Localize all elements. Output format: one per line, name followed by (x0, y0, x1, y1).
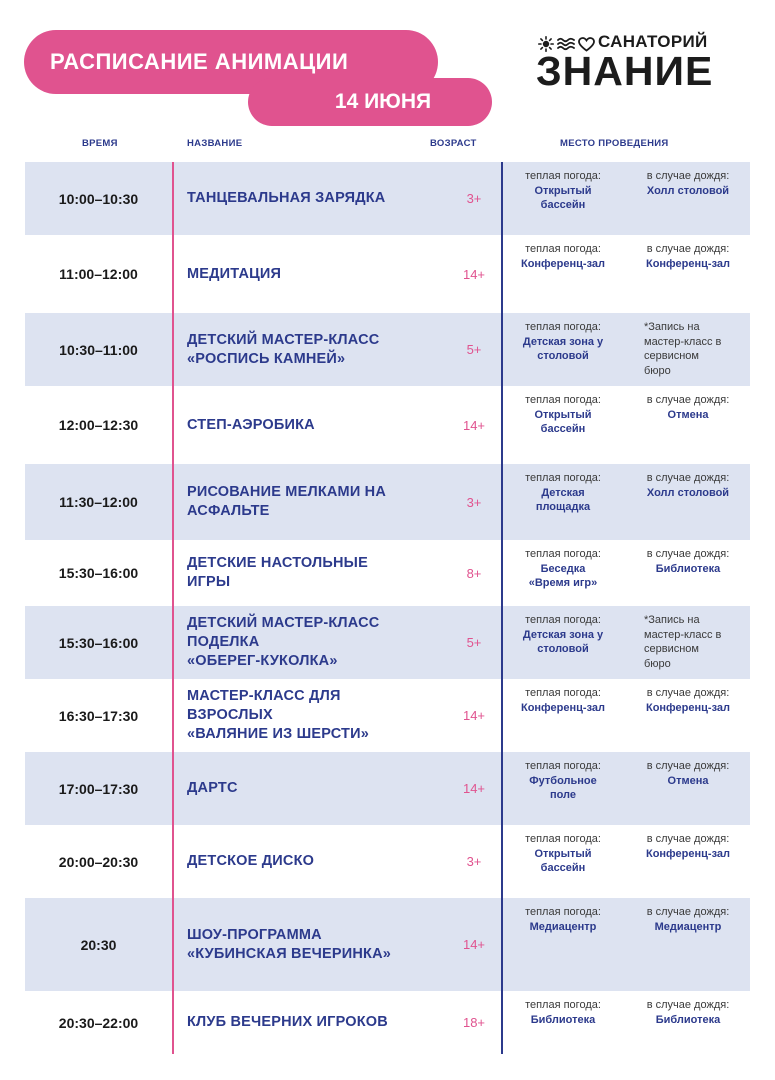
column-header-age: ВОЗРАСТ (430, 138, 477, 149)
rain-place (628, 998, 748, 1027)
rain-place (628, 613, 748, 671)
rain-place (628, 832, 748, 861)
rain-label: в случае дождя: (646, 472, 730, 484)
event-time: 16:30–17:30 (58, 707, 139, 724)
event-name: РИСОВАНИЕ МЕЛКАМИ НА АСФАЛЬТЕ (187, 484, 387, 519)
warm-weather-location: Медиацентр (529, 920, 597, 933)
event-time: 10:30–11:00 (59, 341, 138, 358)
rain-place (628, 547, 748, 576)
event-time: 11:30–12:00 (59, 494, 138, 510)
event-time: 10:00–10:30 (58, 190, 139, 207)
event-time: 20:30 (80, 936, 117, 953)
warm-weather-label: теплая погода: (525, 170, 601, 182)
warm-weather-location: Беседка «Время игр» (528, 562, 598, 589)
rain-label: в случае дождя: (646, 687, 730, 699)
warm-weather-place (503, 169, 623, 213)
event-name: ТАНЦЕВАЛЬНАЯ ЗАРЯДКА (187, 190, 386, 206)
event-age: 8+ (466, 565, 482, 581)
rain-place (628, 905, 748, 934)
place-column-divider (501, 162, 503, 1054)
rain-label: в случае дождя: (646, 243, 730, 255)
warm-weather-place (503, 547, 623, 591)
column-header-place: МЕСТО ПРОВЕДЕНИЯ (560, 138, 669, 149)
warm-weather-label: теплая погода: (525, 243, 601, 255)
rain-location: Отмена (667, 774, 709, 787)
warm-weather-label: теплая погода: (525, 394, 601, 406)
warm-weather-place (503, 242, 623, 271)
event-time: 15:30–16:00 (58, 634, 139, 651)
warm-weather-label: теплая погода: (525, 548, 601, 560)
schedule-row (25, 235, 750, 313)
sanatorium-logo (536, 30, 736, 105)
warm-weather-location: Открытый бассейн (534, 408, 592, 435)
rain-location: Отмена (667, 408, 709, 421)
event-name: МЕДИТАЦИЯ (187, 265, 282, 282)
warm-weather-place (503, 759, 623, 803)
warm-weather-label: теплая погода: (525, 321, 601, 333)
warm-weather-place (503, 686, 623, 715)
event-age: 14+ (462, 781, 486, 796)
event-age: 14+ (462, 266, 486, 282)
warm-weather-location: Детская площадка (535, 486, 591, 513)
warm-weather-place (503, 320, 623, 364)
warm-weather-place (503, 832, 623, 876)
signup-note: *Запись на мастер-класс в сервисном бюро (644, 614, 722, 670)
schedule-date: 14 ИЮНЯ (334, 90, 432, 113)
schedule-date-pill (248, 78, 492, 126)
warm-weather-place (503, 471, 623, 515)
rain-label: в случае дождя: (646, 170, 730, 182)
event-time: 17:00–17:30 (58, 780, 139, 797)
schedule-row (25, 464, 750, 540)
event-time: 11:00–12:00 (59, 266, 138, 282)
event-name: ДЕТСКОЕ ДИСКО (187, 853, 315, 869)
warm-weather-location: Детская зона у столовой (522, 335, 604, 362)
schedule-row (25, 679, 750, 752)
warm-weather-label: теплая погода: (525, 614, 601, 626)
rain-place (628, 169, 748, 198)
event-age: 18+ (462, 1015, 486, 1030)
warm-weather-label: теплая погода: (525, 906, 601, 918)
rain-label: в случае дождя: (646, 906, 730, 918)
warm-weather-location: Открытый бассейн (534, 184, 592, 211)
rain-place (628, 393, 748, 422)
event-age: 3+ (466, 191, 482, 206)
rain-location: Конференц-зал (645, 847, 730, 860)
name-column-divider (172, 162, 174, 1054)
warm-weather-location: Открытый бассейн (534, 847, 592, 874)
event-time: 20:00–20:30 (58, 853, 139, 870)
event-time: 15:30–16:00 (58, 565, 139, 581)
warm-weather-location: Библиотека (530, 1013, 596, 1026)
rain-label: в случае дождя: (646, 394, 730, 406)
warm-weather-location: Футбольное поле (529, 774, 597, 801)
schedule-row (25, 898, 750, 991)
rain-label: в случае дождя: (646, 833, 730, 845)
schedule-row (25, 752, 750, 825)
rain-place (628, 242, 748, 271)
event-age: 3+ (466, 854, 482, 869)
rain-label: в случае дождя: (646, 999, 730, 1011)
warm-weather-label: теплая погода: (525, 687, 601, 699)
schedule-row (25, 386, 750, 464)
rain-location: Конференц-зал (645, 257, 730, 270)
warm-weather-place (503, 613, 623, 657)
signup-note: *Запись на мастер-класс в сервисном бюро (644, 321, 722, 377)
rain-place (628, 471, 748, 500)
event-name: МАСТЕР-КЛАСС ДЛЯ ВЗРОСЛЫХ «ВАЛЯНИЕ ИЗ ШЕРСТИ» (187, 688, 369, 742)
event-name: ДЕТСКИЙ МАСТЕР-КЛАСС ПОДЕЛКА «ОБЕРЕГ-КУКОЛКА» (187, 615, 380, 669)
event-age: 5+ (466, 342, 482, 357)
warm-weather-place (503, 998, 623, 1027)
event-name: КЛУБ ВЕЧЕРНИХ ИГРОКОВ (187, 1014, 388, 1030)
logo-top-text: САНАТОРИЙ (598, 32, 708, 51)
warm-weather-location: Детская зона у столовой (522, 628, 604, 655)
event-age: 14+ (462, 417, 486, 433)
rain-place (628, 686, 748, 715)
logo-main-text: ЗНАНИЕ (536, 48, 714, 94)
rain-label: в случае дождя: (646, 760, 730, 772)
warm-weather-label: теплая погода: (525, 472, 601, 484)
event-name: ШОУ-ПРОГРАММА «КУБИНСКАЯ ВЕЧЕРИНКА» (187, 926, 392, 962)
column-header-name: НАЗВАНИЕ (187, 138, 243, 149)
rain-location: Библиотека (655, 1013, 721, 1026)
schedule-row (25, 606, 750, 679)
warm-weather-label: теплая погода: (525, 760, 601, 772)
rain-location: Конференц-зал (645, 701, 730, 714)
event-age: 5+ (466, 635, 482, 650)
event-time: 20:30–22:00 (58, 1014, 139, 1031)
rain-location: Холл столовой (646, 486, 730, 499)
rain-place (628, 759, 748, 788)
rain-place (628, 320, 748, 378)
event-name: СТЕП-АЭРОБИКА (187, 416, 315, 433)
warm-weather-location: Конференц-зал (520, 701, 605, 714)
rain-location: Холл столовой (646, 184, 730, 197)
schedule-table (25, 162, 750, 1054)
warm-weather-place (503, 905, 623, 934)
event-name: ДЕТСКИЙ МАСТЕР-КЛАСС «РОСПИСЬ КАМНЕЙ» (187, 331, 380, 367)
warm-weather-location: Конференц-зал (520, 257, 605, 270)
column-header-time: ВРЕМЯ (82, 138, 118, 149)
event-time: 12:00–12:30 (58, 417, 139, 433)
event-age: 14+ (462, 937, 486, 952)
schedule-row (25, 162, 750, 235)
event-age: 3+ (466, 494, 482, 510)
schedule-row (25, 540, 750, 606)
schedule-row (25, 825, 750, 898)
rain-location: Библиотека (655, 562, 721, 575)
event-name: ДАРТС (187, 780, 238, 796)
rain-location: Медиацентр (654, 920, 722, 933)
warm-weather-place (503, 393, 623, 437)
warm-weather-label: теплая погода: (525, 833, 601, 845)
schedule-row (25, 991, 750, 1054)
warm-weather-label: теплая погода: (525, 999, 601, 1011)
rain-label: в случае дождя: (646, 548, 730, 560)
event-name: ДЕТСКИЕ НАСТОЛЬНЫЕ ИГРЫ (187, 555, 368, 590)
schedule-title: РАСПИСАНИЕ АНИМАЦИИ (50, 49, 349, 74)
event-age: 14+ (462, 708, 486, 723)
schedule-row (25, 313, 750, 386)
